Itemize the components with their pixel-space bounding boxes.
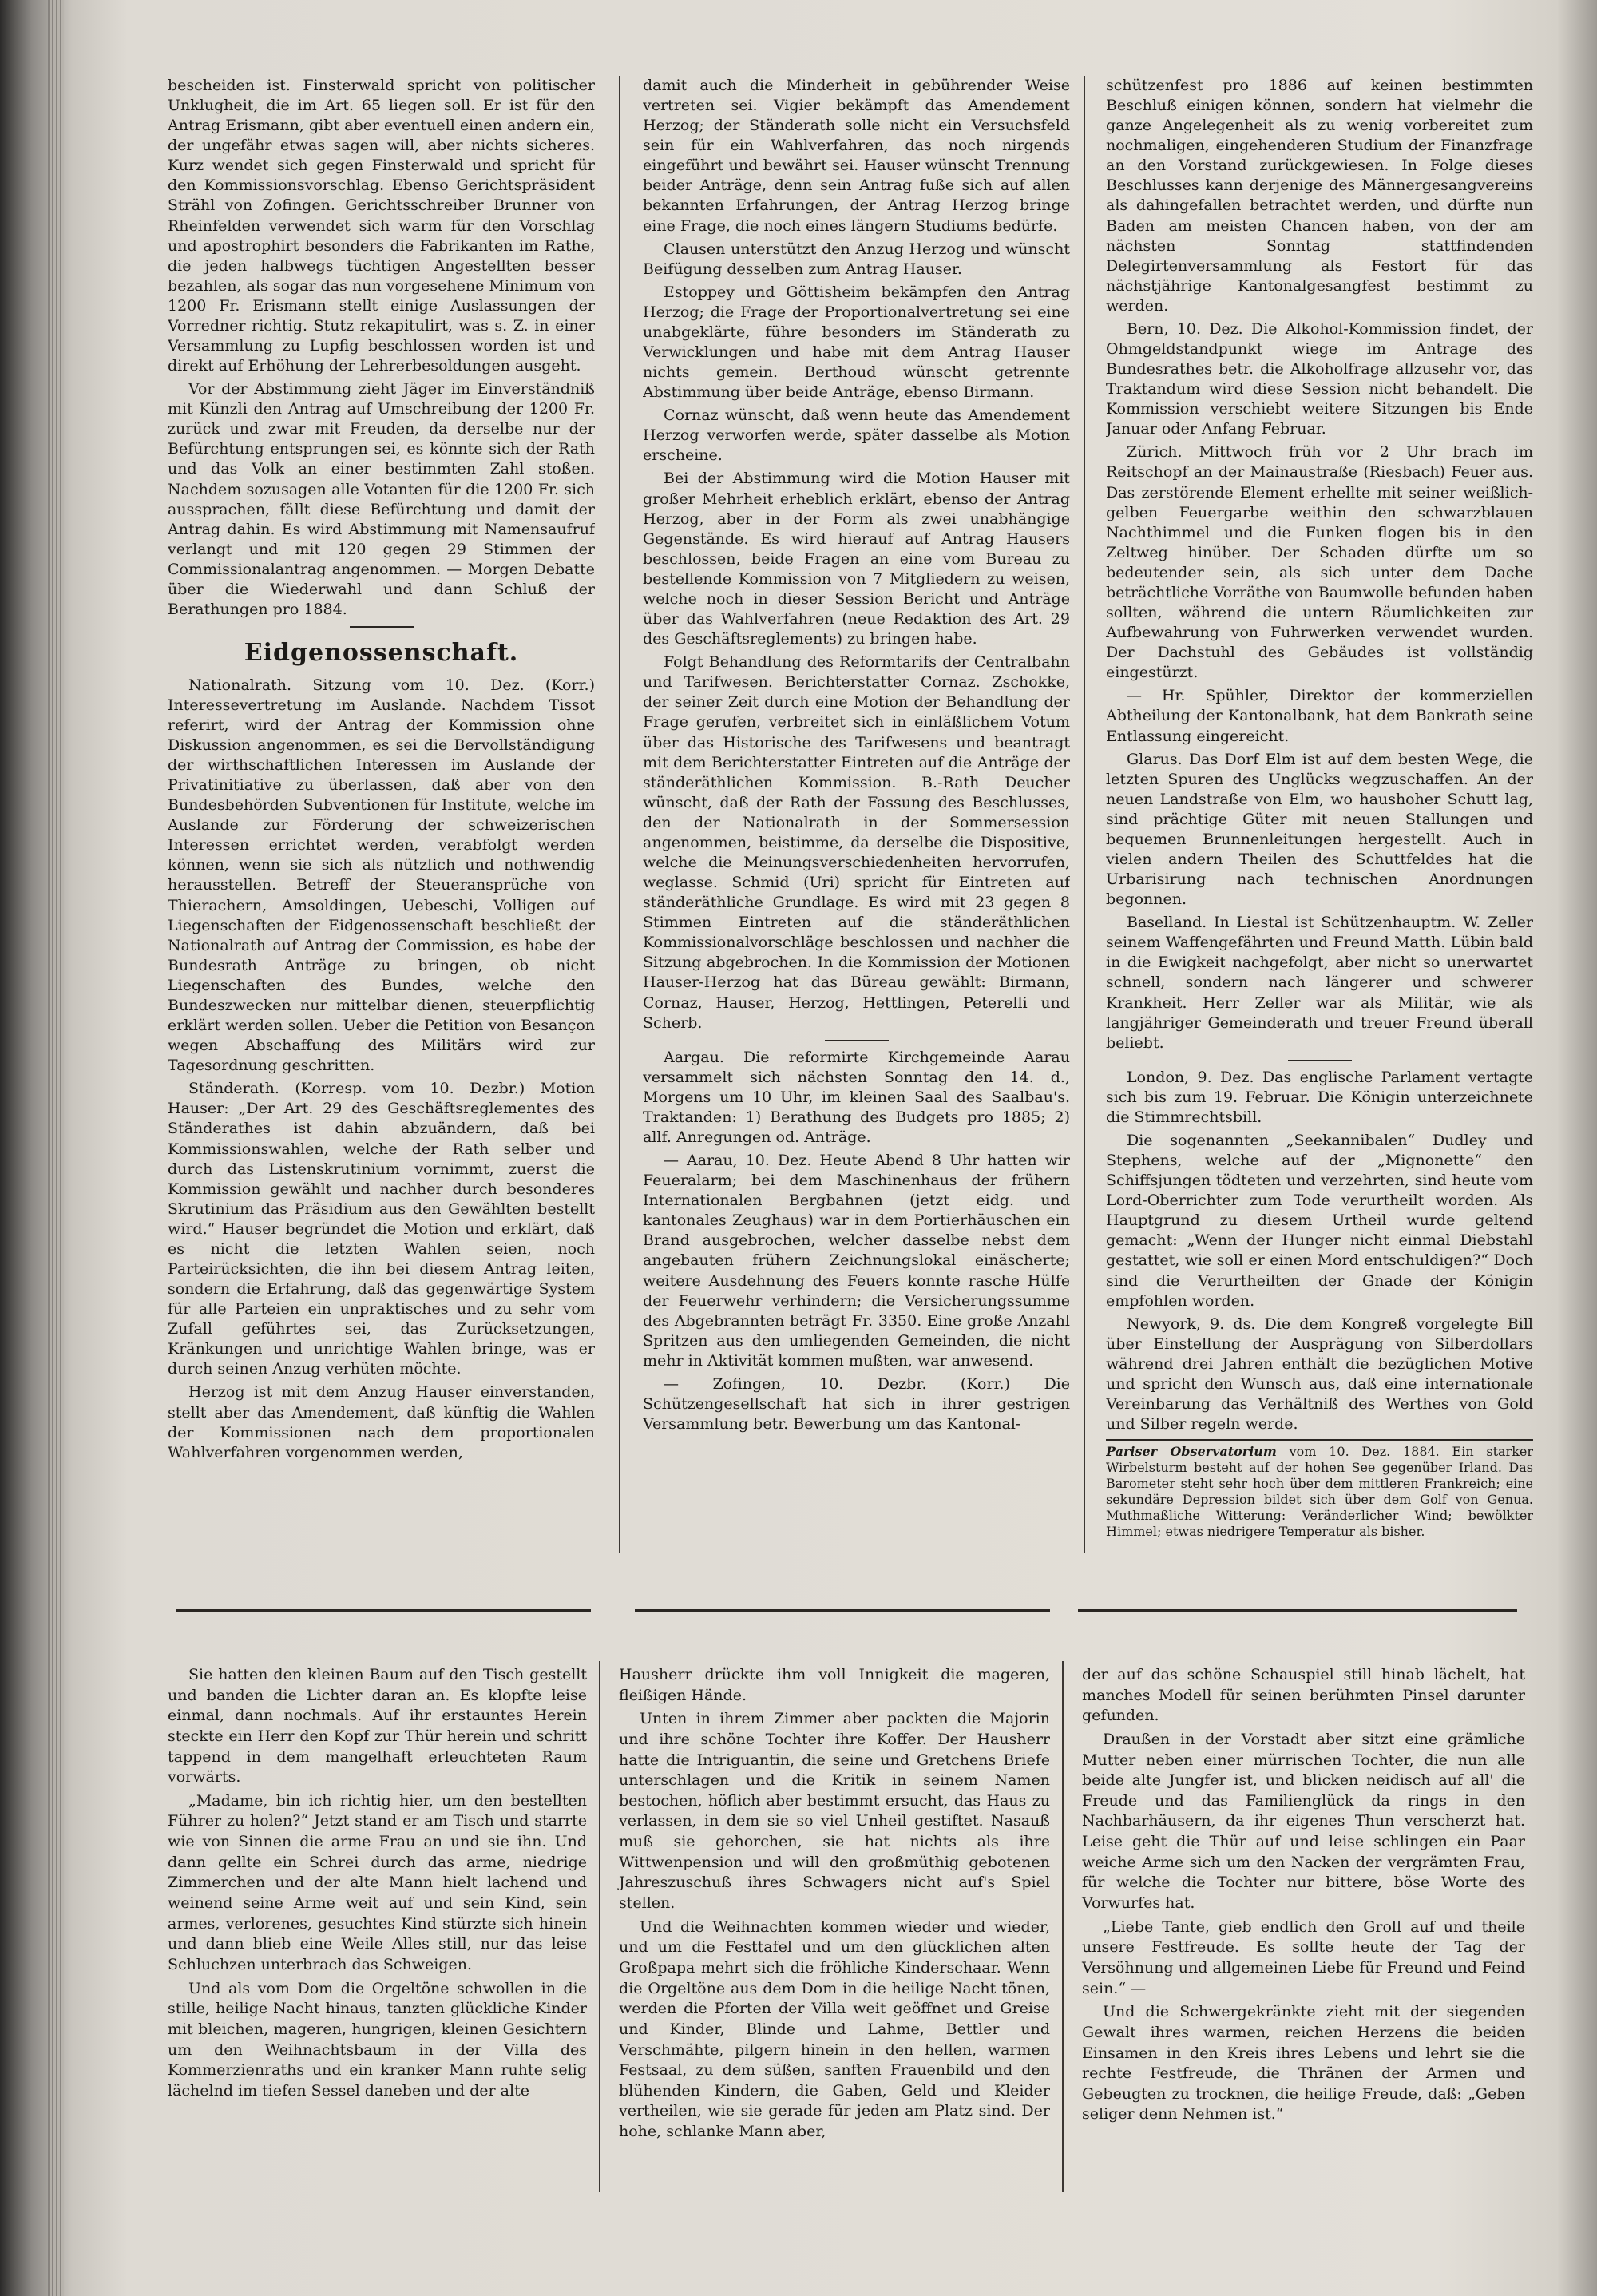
feuilleton-rule bbox=[1078, 1609, 1517, 1612]
article-paragraph: Glarus. Das Dorf Elm ist auf dem besten Wege, die letzten Spuren des Unglücks wegzuschaffen. An der neuen Landstraße von Elm, wo haushoher Schutt lag, sind prächtige Güter mit neuen Stallungen und bequemen Brunnenleitungen hergestellt. Auch in vielen andern Theilen des Schuttfeldes hat die Urbarisirung nach technischen Anordnungen begonnen. bbox=[1106, 750, 1533, 909]
feuilleton-paragraph: Und die Weihnachten kommen wieder und wieder, und um die Festtafel und um den glücklichen alten Großpapa mehrt sich die fröhliche Kinderschaar. Wenn die Orgeltöne aus dem Dom in die heilige Nacht tönen, werden die Pforten der Villa weit geöffnet und Greise und Kinder, Blinde und Lahme, Bettler und Verschmähte, pilgern hinein in den hellen, warmen Festsaal, zu dem süßen, sanften Frauenbild und den blühenden Kindern, die Gaben, Geld und Kleider vertheilen, wie sie gerade für jeden am Platz sind. Der hohe, schlanke Mann aber, bbox=[619, 1917, 1050, 2141]
article-paragraph: Newyork, 9. ds. Die dem Kongreß vorgelegte Bill über Einstellung der Ausprägung von Silberdollars während drei Jahren enthält die bezüglichen Motive und spricht den Wunsch aus, daß eine internationale Vereinbarung das Verhältniß des Werthes von Gold und Silber regeln werde. bbox=[1106, 1315, 1533, 1434]
article-paragraph: Vor der Abstimmung zieht Jäger im Einverständniß mit Künzli den Antrag auf Umschreibung der 1200 Fr. zurück und zwar mit Freuden, da derselbe nur der Befürchtung entsprungen sei, es könnte sich der Rath und das Volk an einer bestimmten Zahl stoßen. Nachdem sozusagen alle Votanten für die 1200 Fr. sich aussprachen, fällt diese Befürchtung und damit der Antrag dahin. Es wird Abstimmung mit Namensaufruf verlangt und mit 120 gegen 29 Stimmen der Commissionalantrag angenommen. — Morgen Debatte über die Wiederwahl und dann Schluß der Berathungen pro 1884. bbox=[168, 380, 595, 619]
article-paragraph: bescheiden ist. Finsterwald spricht von politischer Unklugheit, die im Art. 65 liegen soll. Er ist für den Antrag Erismann, gibt aber eventuell einen andern ein, der ungefähr etwas sagen will, aber nichts sicheres. Kurz wendet sich gegen Finsterwald und spricht für den Kommissionsvorschlag. Ebenso Gerichtspräsident Strähl von Zofingen. Gerichtsschreiber Brunner von Rheinfelden verwendet sich warm für den Vorschlag und apostrophirt besonders die Fabrikanten im Rathe, die jeden halbwegs tüchtigen Angestellten besser bezahlen, als sogar das nun vorgesehene Minimum von 1200 Fr. Erismann stellt einige Auslassungen der Vorredner richtig. Stutz rekapitulirt, was s. Z. in einer Versammlung zu Lupfig beschlossen worden ist und direkt auf Erhöhung der Lehrerbesoldungen ausgeht. bbox=[168, 77, 595, 375]
feuilleton-paragraph: Hausherr drückte ihm voll Innigkeit die mageren, fleißigen Hände. bbox=[619, 1666, 1050, 1704]
feuilleton-paragraph: „Liebe Tante, gieb endlich den Groll auf und theile unsere Festfreude. Es sollte heute der Tag der Versöhnung und allgemeinen Liebe für Freund und Feind sein.“ — bbox=[1082, 1917, 1525, 1997]
feuilleton-paragraph: Unten in ihrem Zimmer aber packten die Majorin und ihre schöne Tochter ihre Koffer. Der Hausherr hatte die Intriguantin, die seine und Gretchens Briefe unterschlagen und die Kritik in seinem Namen bestochen, höflich aber bestimmt ersucht, das Haus zu verlassen, in dem sie so viel Unheil gestiftet. Nasauß muß sie gehorchen, sie hat nichts als ihre Wittwenpension und will den großmüthig gebotenen Jahreszuschuß ihres Schwagers nicht auf's Spiel stellen. bbox=[619, 1710, 1050, 1913]
feuilleton-column-2 bbox=[619, 1665, 1050, 2146]
feuilleton-column-3 bbox=[1082, 1665, 1525, 2128]
article-paragraph: — Aarau, 10. Dez. Heute Abend 8 Uhr hatten wir Feueralarm; bei dem Maschinenhaus der frühern Internationalen Bergbahnen (jetzt eidg. und kantonales Zeughaus) war in dem Portierhäuschen ein Brand ausgebrochen, welcher dasselbe nebst dem angebauten frühern Zeichnungslokal einäscherte; weitere Ausdehnung des Feuers konnte rasche Hülfe der Feuerwehr verhindern; die Versicherungssumme des Abgebrannten beträgt Fr. 3350. Eine große Anzahl Spritzen aus den umliegenden Gemeinden, die nicht mehr in Aktivität kommen mußten, war anwesend. bbox=[643, 1152, 1070, 1370]
divider bbox=[350, 626, 414, 628]
article-paragraph: Die sogenannten „Seekannibalen“ Dudley und Stephens, welche auf der „Mignonette“ den Schiffsjungen tödteten und verzehrten, sind heute vom Lord-Oberrichter zum Tode verurtheilt worden. Als Hauptgrund zu diesem Urtheil wurde geltend gemacht: „Wenn der Hunger nicht einmal Diebstahl gestattet, wie soll er einen Mord entschuldigen?“ Doch sind die Verurtheilten der Gnade der Königin empfohlen worden. bbox=[1106, 1131, 1533, 1310]
column-rule bbox=[1062, 1661, 1064, 2192]
feuilleton-paragraph: Und als vom Dom die Orgeltöne schwollen in die stille, heilige Nacht hinaus, tanzten glückliche Kinder mit bleichen, mageren, hungrigen, kleinen Gesichtern um den Weihnachtsbaum in der Villa des Kommerzienraths und ein kranker Mann ruhte selig lächelnd im tiefen Sessel daneben und der alte bbox=[168, 1979, 587, 2100]
section-heading: Eidgenossenschaft. bbox=[244, 639, 519, 668]
feuilleton-paragraph: Draußen in der Vorstadt aber sitzt eine grämliche Mutter neben einer mürrischen Tochter, die nun alle beide alte Jungfer ist, und blicken neidisch auf all' die Freude und das Familienglück da rings in den Nachbarhäusern, da ihr eigenes Thun verscherzt hat. Leise geht die Thür auf und leise schlingen ein Paar weiche Arme sich um den Nacken der vergrämten Frau, für welche die Tochter nur bittere, böse Worte des Vorwurfes hat. bbox=[1082, 1730, 1525, 1913]
article-paragraph: — Zofingen, 10. Dezbr. (Korr.) Die Schützengesellschaft hat sich in ihrer gestrigen Versammlung betr. Bewerbung um das Kantonal- bbox=[643, 1374, 1070, 1434]
article-paragraph: Cornaz wünscht, daß wenn heute das Amendement Herzog verworfen werde, später dasselbe als Motion erscheine. bbox=[643, 406, 1070, 465]
weather-report-text: vom 10. Dez. 1884. Ein starker Wirbelsturm besteht auf der hohen See gegenüber Irland. Das Barometer steht sehr hoch über dem mittleren Frankreich; eine sekundäre Depression bildet sich über dem Golf von Genua. Muthmaßliche Witterung: Veränderlicher Wind; bewölkter Himmel; etwas niedrigere Temperatur als bisher. bbox=[1106, 1444, 1533, 1540]
article-paragraph: damit auch die Minderheit in gebührender Weise vertreten sei. Vigier bekämpft das Amendement Herzog; der Ständerath solle nicht ein Versuchsfeld sein für ein Wahlverfahren, das noch nirgends eingeführt und bewährt sei. Hauser wünscht Trennung beider Anträge, denn sein Antrag fuße sich auf allen bekannten Erfahrungen, der Antrag Herzog bringe eine Frage, die noch eines längern Studiums bedürfe. bbox=[643, 77, 1070, 235]
weather-report bbox=[1106, 1439, 1533, 1540]
article-paragraph: Aargau. Die reformirte Kirchgemeinde Aarau versammelt sich nächsten Sonntag den 14. d., Morgens um 10 Uhr, im kleinen Saal des Saalbau's. Traktanden: 1) Berathung des Budgets pro 1885; 2) allf. Anregungen od. Anträge. bbox=[643, 1048, 1070, 1146]
column-rule bbox=[1084, 76, 1085, 1553]
article-paragraph: Estoppey und Göttisheim bekämpfen den Antrag Herzog; die Frage der Proportionalvertretung sei eine unabgeklärte, führe besonders im Ständerath zu Verwicklungen und habe mit dem Antrag Hauser nichts gemein. Berthoud wünscht getrennte Abstimmung über beide Anträge, ebenso Birmann. bbox=[643, 283, 1070, 402]
divider bbox=[825, 1040, 889, 1041]
feuilleton-paragraph: „Madame, bin ich richtig hier, um den bestellten Führer zu holen?“ Jetzt stand er am Tisch und starrte wie von Sinnen die arme Frau an und sie ihn. Und dann gellte ein Schrei durch das arme, niedrige Zimmerchen und der alte Mann hielt lachend und weinend seine Arme weit auf und sein Kind, sein armes, verlorenes, gesuchtes Kind stürzte sich hinein und dann blieb eine Weile Alles still, nur das leise Schluchzen unterbrach das Schweigen. bbox=[168, 1791, 587, 1973]
article-paragraph: — Hr. Spühler, Direktor der kommerziellen Abtheilung der Kantonalbank, hat dem Bankrath seine Entlassung eingereicht. bbox=[1106, 687, 1533, 745]
column-3 bbox=[1106, 76, 1533, 1545]
feuilleton-paragraph: der auf das schöne Schauspiel still hinab lächelt, hat manches Modell für seinen berühmten Pinsel darunter gefunden. bbox=[1082, 1666, 1525, 1725]
column-rule bbox=[599, 1661, 600, 2192]
stacked-page-edges bbox=[48, 0, 64, 2296]
feuilleton-paragraph: Und die Schwergekränkte zieht mit der siegenden Gewalt ihres warmen, reichen Herzens die beiden Einsamen in den Kreis ihres Lebens und lehrt sie die rechte Festfreude, die Thränen der Armen und Gebeugten zu trocknen, die heilige Freude, daß: „Geben seliger denn Nehmen ist.“ bbox=[1082, 2003, 1525, 2124]
article-paragraph: Nationalrath. Sitzung vom 10. Dez. (Korr.) Interessevertretung im Auslande. Nachdem Tissot referirt, wird der Antrag der Kommission ohne Diskussion angenommen, es sei die Bervollständigung der wirthschaftlichen Interessen im Auslande der Privatinitiative zu überlassen, daß aber von den Bundesbehörden Subventionen für Institute, welche im Auslande zur Förderung der schweizerischen Interessen errichtet werden, verabfolgt werden können, wenn sie sich als nützlich und nothwendig herausstellen. Betreff der Steueransprüche von Thierachern, Amsoldingen, Uebeschi, Volligen auf Liegenschaften der Eidgenossenschaft beschließt der Nationalrath auf Antrag der Commission, es habe der Bundesrath Anträge zu bringen, ob nicht Liegenschaften des Bundes, welche den Bundeszwecken nur mittelbar dienen, steuerpflichtig erklärt werden sollen. Ueber die Petition von Besançon wegen Abschaffung des Militärs wird zur Tagesordnung geschritten. bbox=[168, 676, 595, 1075]
article-paragraph: Zürich. Mittwoch früh vor 2 Uhr brach im Reitschopf an der Mainaustraße (Riesbach) Feuer aus. Das zerstörende Element erhellte mit seiner weißlich-gelben Feuergarbe weithin den schwarzblauen Nachthimmel und die Funken flogen bis in den Zeltweg hinüber. Der Schaden dürfte um so bedeutender sein, als sich unter dem Dache beträchtliche Vorräthe von Baumwolle befunden haben sollten, während die untern Räumlichkeiten zur Aufbewahrung von Fuhrwerken verwendet wurden. Der Dachstuhl des Gebäudes ist vollständig eingestürzt. bbox=[1106, 443, 1533, 682]
article-paragraph: London, 9. Dez. Das englische Parlament vertagte sich bis zum 19. Februar. Die Königin unterzeichnete die Stimmrechtsbill. bbox=[1106, 1068, 1533, 1126]
column-rule bbox=[619, 76, 620, 1553]
article-paragraph: Bern, 10. Dez. Die Alkohol-Kommission findet, der Ohmgeldstandpunkt wiege im Antrage des Bundesrathes betr. die Alkoholfrage allzusehr vor, das Traktandum wird diese Session nicht behandelt. Die Kommission verschiebt weitere Sitzungen bis Ende Januar oder Anfang Februar. bbox=[1106, 319, 1533, 438]
column-2 bbox=[643, 76, 1070, 1545]
feuilleton-rule bbox=[176, 1609, 591, 1612]
feuilleton-rule bbox=[635, 1609, 1050, 1612]
article-paragraph: Folgt Behandlung des Reformtarifs der Centralbahn und Tarifwesen. Berichterstatter Cornaz. Zschokke, der seiner Zeit durch eine Motion der Behandlung der Frage gerufen, verbreitet sich in einläßlichem Votum über das Historische des Tarifwesens und beantragt mit dem Berichterstatter Eintreten auf die Anträge der ständeräthlichen Kommission. B.-Rath Deucher wünscht, daß der Rath der Fassung des Beschlusses, den der Nationalrath in der Sommersession angenommen, beistimme, da derselbe die Dispositive, welche die Meinungsverschiedenheiten hervorrufen, weglasse. Schmid (Uri) spricht für Eintreten auf ständeräthliche Grundlage. Es wird mit 23 gegen 8 Stimmen Eintreten auf die ständeräthlichen Kommissionalvorschläge beschlossen und nachher die Sitzung abgebrochen. In die Kommission der Motionen Hauser-Herzog hat das Büreau gewählt: Birmann, Cornaz, Hauser, Herzog, Hettlingen, Peterelli und Scherb. bbox=[643, 653, 1070, 1032]
weather-report-heading: Pariser Observatorium bbox=[1106, 1444, 1277, 1460]
newspaper-page bbox=[140, 76, 1533, 2192]
column-1 bbox=[168, 76, 595, 1545]
article-paragraph: Ständerath. (Korresp. vom 10. Dezbr.) Motion Hauser: „Der Art. 29 des Geschäftsreglementes des Ständerathes ist dahin abzuändern, daß bei Kommissionswahlen, welche der Rath selber und durch das Listenskrutinium vornimmt, zuerst die Kommission gewählt und nachher durch besonderes Skrutinium das Präsidium aus den Gewählten bestellt wird.“ Hauser begründet die Motion und erklärt, daß es nicht die letzten Wahlen seien, noch Parteirücksichten, die ihn bei diesem Antrag leiten, sondern die Erfahrung, daß das gegenwärtige System für alle Parteien ein unpraktisches und zu sehr vom Zufall geführtes sei, das Zurücksetzungen, Kränkungen und unrichtige Wahlen bringe, was er durch seinen Anzug verhüten möchte. bbox=[168, 1080, 595, 1378]
article-paragraph: Herzog ist mit dem Anzug Hauser einverstanden, stellt aber das Amendement, daß künftig die Wahlen der Kommissionen nach dem proportionalen Wahlverfahren vorgenommen werden, bbox=[168, 1383, 595, 1461]
divider bbox=[1288, 1060, 1352, 1061]
feuilleton-paragraph: Sie hatten den kleinen Baum auf den Tisch gestellt und banden die Lichter daran an. Es klopfte leise einmal, dann nochmals. Auf ihr erstauntes Herein steckte ein Herr den Kopf zur Thür herein und schritt tappend in dem mangelhaft erleuchteten Raum vorwärts. bbox=[168, 1666, 587, 1786]
article-paragraph: Bei der Abstimmung wird die Motion Hauser mit großer Mehrheit erheblich erklärt, ebenso der Antrag Herzog, aber in der Form als zwei unabhängige Gegenstände. Es wird hierauf auf Antrag Hausers beschlossen, beide Fragen an eine vom Bureau zu bestellende Kommission von 7 Mitgliedern zu weisen, welche noch in dieser Session Bericht und Anträge über das Wahlverfahren (neue Redaktion des Art. 29 des Geschäftsreglements) zu bringen habe. bbox=[643, 470, 1070, 648]
feuilleton-column-1 bbox=[168, 1665, 587, 2104]
article-paragraph: Clausen unterstützt den Anzug Herzog und wünscht Beifügung desselben zum Antrag Hauser. bbox=[643, 240, 1070, 278]
article-paragraph: Baselland. In Liestal ist Schützenhauptm. W. Zeller seinem Waffengefährten und Freund Matth. Lübin bald in die Ewigkeit nachgefolgt, aber nicht so unerwartet schnell, sondern nach längerer und schwerer Krankheit. Herr Zeller war als Militär, wie als langjähriger Gemeinderath und treuer Freund überall beliebt. bbox=[1106, 914, 1533, 1052]
article-paragraph: schützenfest pro 1886 auf keinen bestimmten Beschluß einigen können, sondern hat vielmehr die ganze Angelegenheit als zu wenig vorbereitet zum nochmaligen, eingehenderen Studium der Finanzfrage an den Vorstand zurückgewiesen. In Folge dieses Beschlusses kann derjenige des Männergesangvereins als dahingefallen betrachtet werden, und dürfte nun Baden am meisten Chancen haben, von der am nächsten Sonntag stattfindenden Delegirtenversammlung als Festort für das nächstjährige Kantonalgesangfest bestimmt zu werden. bbox=[1106, 77, 1533, 315]
